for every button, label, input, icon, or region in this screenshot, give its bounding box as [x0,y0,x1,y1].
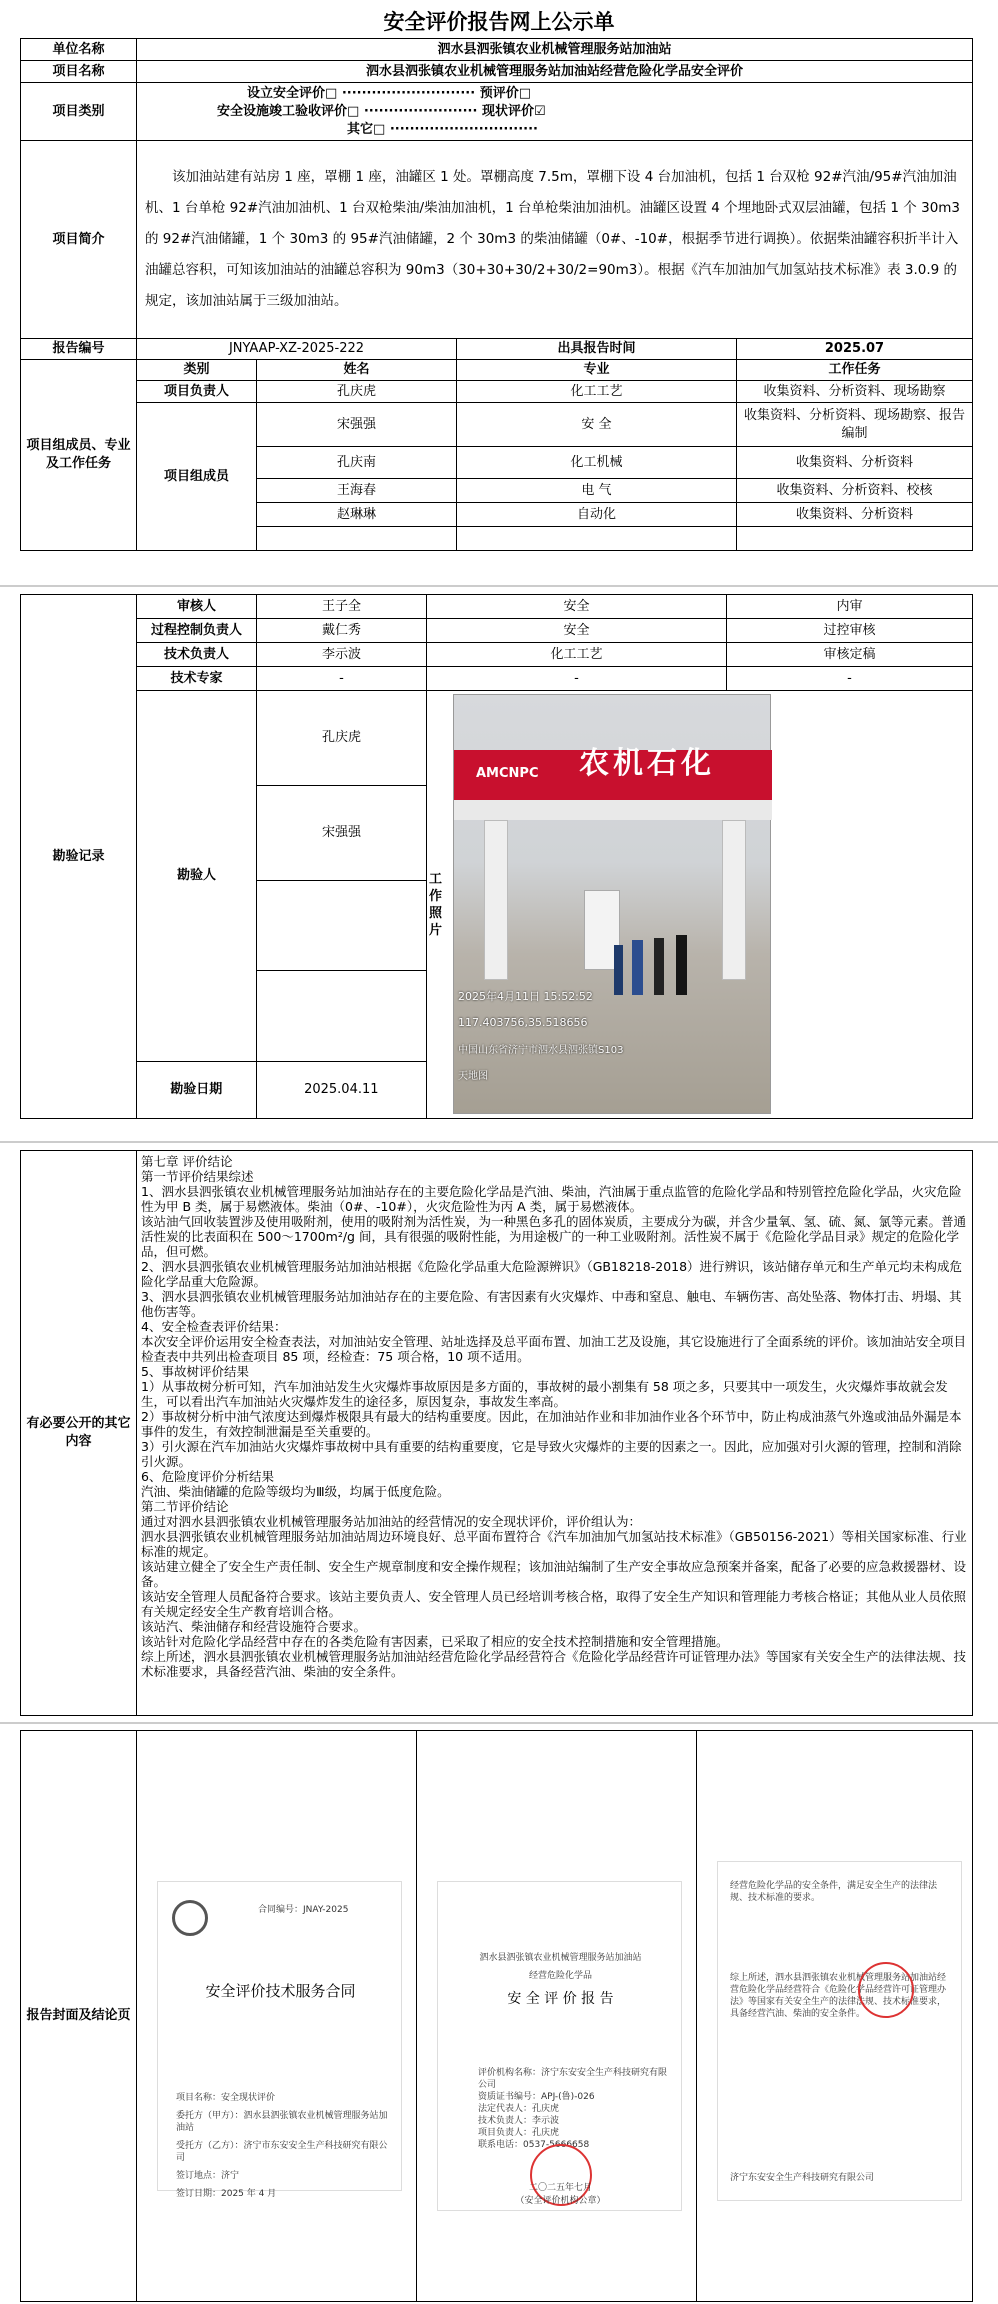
conclusion-table [20,1150,973,1716]
survey-section-label: 勘验记录 [21,595,137,1119]
seal-icon [858,1962,914,2018]
category-label: 项目类别 [21,83,137,141]
conclusion-line: 2）事故树分析中油气浓度达到爆炸极限具有最大的结构重要度。因此，在加油站作业和非加油作业各个环节中，防止构成油蒸气外逸或油品外漏是本事件的发生，有效控制泄漏是至关重要的。 [141,1409,962,1439]
conclusion-line: 2、泗水县泗张镇农业机械管理服务站加油站根据《危险化学品重大危险源辨识》（GB18218-2018）进行辨识，该站储存单元和生产单元均未构成危险化学品重大危险源。 [141,1259,963,1289]
photo-place: 中国山东省济宁市泗水县泗张镇S103 [458,1045,624,1056]
review-survey-table [20,594,973,1119]
conclusion-line: 3、泗水县泗张镇农业机械管理服务站加油站存在的主要危险、有害因素有火灾爆炸、中毒和窒息、触电、车辆伤害、高处坠落、物体打击、坍塌、其他伤害等。 [141,1289,962,1319]
review-role: 技术专家 [137,667,257,691]
contract-party-b: 受托方（乙方）：济宁市东安安全生产科技研究有限公司 [176,2141,388,2163]
review-major: 化工工艺 [427,643,727,667]
review-role: 技术负责人 [137,643,257,667]
unit-value: 泗水县泗张镇农业机械管理服务站加油站 [137,39,973,61]
team-member-name: 王海春 [257,479,457,503]
review-name: 王子全 [257,595,427,619]
conclusion-line: 3）引火源在汽车加油站火灾爆炸事故树中具有重要的结构重要度，它是导致火灾爆炸的主要的因素之一。因此，应加强对引火源的管理，控制和消除引火源。 [141,1439,962,1469]
conclusion-line: 泗水县泗张镇农业机械管理服务站加油站周边环境良好、总平面布置符合《汽车加油加气加氢站技术标准》（GB50156-2021）等相关国家标准、行业标准的规定。 [141,1529,967,1559]
review-role: 过程控制负责人 [137,619,257,643]
conclusion-line: 该站油气回收装置涉及使用吸附剂，使用的吸附剂为活性炭，为一种黑色多孔的固体炭质，主要成分为碳，并含少量氧、氢、硫、氮、氯等元素。普通活性炭的比表面积在 500～1700m²/g 间，具有很强的吸附性能，为用途极广的一种工业吸附剂。活性炭不属于《危险化学品目录》规定的危险化学品，但可燃。 [141,1214,967,1259]
review-task: 过控审核 [727,619,973,643]
photo-time: 2025年4月11日 15:52:52 [458,990,593,1003]
conclusion-line: 5、事故树评价结果 [141,1364,249,1379]
report-date-label: 出具报告时间 [457,339,737,360]
conclusion-line: 第七章 评价结论 [141,1154,233,1169]
team-leader-label: 项目负责人 [137,381,257,403]
contract-cover-page[interactable] [157,1881,402,2199]
team-member-name: 孔庆南 [257,447,457,479]
team-member-name: 宋强强 [257,403,457,447]
conclusion-line: 4、安全检查表评价结果： [141,1319,287,1334]
report-cover-org: 评价机构名称：济宁东安安全生产科技研究有限公司 [478,2068,668,2090]
review-task: - [727,667,973,691]
conclusion-line: 该站汽、柴油储存和经营设施符合要求。 [141,1619,367,1634]
section-divider [0,1722,998,1724]
report-cover-tel: 联系电话：0537-5666658 [478,2140,590,2150]
conclusion-text [137,1151,973,1716]
intro-text: 该加油站建有站房 1 座，罩棚 1 座，油罐区 1 处。罩棚高度 7.5m，罩棚下设 4 台加油机，包括 1 台双枪 92#汽油/95#汽油加油机、1 台单枪 92#汽油加油机、1 台双枪柴油/柴油加油机，1 台单枪柴油加油机。油罐区设置 4 个埋地卧式双层油罐，包括 1 个 30m3 的 92#汽油储罐，1 个 30m3 的 95#汽油储罐，2 个 30m3 的柴油储罐（0#、-10#，根据季节进行调换）。依据柴油罐容积折半计入油罐总容积，可知该加油站的油罐总容积为 90m3（30+30+30/2+30/2=90m3）。根据《汽车加油加气加氢站技术标准》表 3.0.9 的规定，该加油站属于三级加油站。 [137,141,973,339]
photo-sign-en: AMCNPC [476,766,539,781]
team-leader-task: 收集资料、分析资料、现场勘察 [737,381,973,403]
conclusion-line: 该站建立健全了安全生产责任制、安全生产规章制度和安全操作规程；该加油站编制了生产安全事故应急预案并备案，配备了必要的应急救援器材、设备。 [141,1559,967,1589]
conclusion-line: 通过对泗水县泗张镇农业机械管理服务站加油站的经营情况的安全现状评价，评价组认为： [141,1514,642,1529]
team-header-name: 姓名 [257,360,457,381]
team-header-major: 专业 [457,360,737,381]
covers-table [20,1730,973,2302]
review-role: 审核人 [137,595,257,619]
report-cover-title: 安 全 评 价 报 告 [507,1991,614,2007]
team-member-major: 电 气 [457,479,737,503]
review-name: - [257,667,427,691]
report-number-label: 报告编号 [21,339,137,360]
conclusion-line: 综上所述，泗水县泗张镇农业机械管理服务站加油站经营危险化学品经营符合《危险化学品经营许可证管理办法》等国家有关安全生产的法律法规、技术标准要求，具备经营汽油、柴油的安全条件。 [141,1649,967,1679]
report-cover-cert: 资质证书编号：APJ-(鲁)-026 [478,2092,595,2102]
review-task: 审核定稿 [727,643,973,667]
review-major: 安全 [427,619,727,643]
report-cover-tech: 技术负责人：李示波 [478,2116,560,2126]
conclusion-line: 本次安全评价运用安全检查表法，对加油站安全管理、站址选择及总平面布置、加油工艺及设施，其它设施进行了全面系统的评价。该加油站安全项目检查表中共列出检查项目 85 项，经检查：75 项合格，10 项不适用。 [141,1334,967,1364]
conclusion-page-text-1: 经营危险化学品的安全条件，满足安全生产的法律法规、技术标准的要求。 [730,1881,938,1903]
report-cover-unit: 泗水县泗张镇农业机械管理服务站加油站 [479,1953,642,1963]
report-number: JNYAAP-XZ-2025-222 [137,339,457,360]
team-member-task: 收集资料、分析资料 [737,503,973,527]
photo-tag: 天地图 [458,1071,488,1082]
contract-party-a: 委托方（甲方）：泗水县泗张镇农业机械管理服务站加油站 [176,2111,388,2133]
photo-watermark [458,990,623,1084]
conclusion-line: 该站针对危险化学品经营中存在的各类危险有害因素，已采取了相应的安全技术控制措施和安全管理措施。 [141,1634,729,1649]
team-header-category: 类别 [137,360,257,381]
category-options: 设立安全评价□ ··························· 预评价□ 安全设施竣工验收评价□ ······················· 现状评价☑ 其它□ ······························ [137,83,973,141]
canopy-pillar [722,820,746,980]
survey-people-label: 勘验人 [137,691,257,1061]
section-divider [0,1141,998,1143]
team-member-major: 化工机械 [457,447,737,479]
report-cover-seal: （安全评价机构公章） [515,2196,606,2206]
review-task: 内审 [727,595,973,619]
conclusion-page-footer: 济宁东安安全生产科技研究有限公司 [730,2173,875,2183]
team-header-task: 工作任务 [737,360,973,381]
team-member-task: 收集资料、分析资料 [737,447,973,479]
survey-person: 宋强强 [257,786,427,881]
report-date: 2025.07 [737,339,973,360]
conclusion-line: 该站安全管理人员配备符合要求。该站主要负责人、安全管理人员已经培训考核合格，取得了安全生产知识和管理能力考核合格证；其他从业人员依照有关规定经安全生产教育培训合格。 [141,1589,967,1619]
logo-icon [172,1900,208,1936]
person-figure [632,940,643,995]
contract-number: 合同编号：JNAY-2025 [258,1905,349,1915]
unit-label: 单位名称 [21,39,137,61]
conclusion-page-text-2: 综上所述，泗水县泗张镇农业机械管理服务站加油站经营危险化学品经营符合《危险化学品经营许可证管理办法》等国家有关安全生产的法律法规、技术标准要求，具备经营汽油、柴油的安全条件。 [730,1973,947,2019]
team-member-task: 收集资料、分析资料、现场勘察、报告编制 [737,403,973,447]
photo-coords: 117.403756,35.518656 [458,1016,588,1029]
team-member-task: 收集资料、分析资料、校核 [737,479,973,503]
conclusion-line: 汽油、柴油储罐的危险等级均为Ⅲ级，均属于低度危险。 [141,1484,450,1499]
contract-date: 签订日期：2025 年 4 月 [176,2189,277,2199]
conclusion-page[interactable] [717,1861,962,2201]
photo-sign-cn: 农机石化 [579,746,715,781]
category-option-status[interactable]: 现状评价☑ [481,103,546,119]
category-option-pre[interactable]: 预评价□ [479,85,531,101]
team-member-name: 赵琳琳 [257,503,457,527]
report-cover-page[interactable] [437,1881,682,2211]
category-option-other[interactable]: 其它□ [347,121,386,137]
report-cover-date: 二〇二五年七月 [528,2183,592,2193]
team-members-label: 项目组成员 [137,403,257,551]
category-option-acceptance[interactable]: 安全设施竣工验收评价□ [217,103,360,119]
team-leader-name: 孔庆虎 [257,381,457,403]
survey-person: 孔庆虎 [257,691,427,786]
conclusion-line: 6、危险度评价分析结果 [141,1469,274,1484]
team-section-label: 项目组成员、专业及工作任务 [21,360,137,551]
team-member-major: 安 全 [457,403,737,447]
conclusion-line: 1）从事故树分析可知，汽车加油站发生火灾爆炸事故原因是多方面的，事故树的最小割集有 58 项之多，只要其中一项发生，火灾爆炸事故就会发生，可以看出汽车加油站火灾爆炸发生的途径多，原因复杂，事故发生率高。 [141,1379,948,1409]
review-name: 戴仁秀 [257,619,427,643]
photo-label: 工作照片 [429,872,443,938]
project-value: 泗水县泗张镇农业机械管理服务站加油站经营危险化学品安全评价 [137,61,973,83]
review-major: - [427,667,727,691]
category-option-design[interactable]: 设立安全评价□ [247,85,338,101]
conclusion-line: 第二节评价结论 [141,1499,229,1514]
review-major: 安全 [427,595,727,619]
contract-title: 安全评价技术服务合同 [205,1982,356,2000]
covers-label: 报告封面及结论页 [21,1731,137,2302]
intro-label: 项目简介 [21,141,137,339]
report-cover-legal: 法定代表人：孔庆虎 [478,2104,560,2114]
survey-person [257,971,427,1061]
section-divider [0,585,998,587]
conclusion-line: 1、泗水县泗张镇农业机械管理服务站加油站存在的主要危险化学品是汽油、柴油，汽油属于重点监管的危险化学品和特别管控危险化学品，火灾危险性为甲 B 类，属于易燃液体。柴油（0#、-10#），火灾危险性为丙 A 类，属于易燃液体。 [141,1184,962,1214]
team-member-major: 自动化 [457,503,737,527]
canopy-pillar [484,820,508,980]
report-cover-sub: 经营危险化学品 [528,1971,592,1981]
report-cover-pm: 项目负责人：孔庆虎 [478,2128,560,2138]
project-label: 项目名称 [21,61,137,83]
person-figure [614,945,623,995]
basic-info-table [20,38,973,551]
conclusion-line: 第一节评价结果综述 [141,1169,254,1184]
survey-date-label: 勘验日期 [137,1062,257,1118]
survey-person [257,881,427,971]
team-leader-major: 化工工艺 [457,381,737,403]
person-figure [676,935,687,995]
review-name: 李示波 [257,643,427,667]
page-title: 安全评价报告网上公示单 [383,10,615,34]
person-figure [654,938,664,995]
work-photo[interactable] [453,694,771,1114]
contract-place: 签订地点：济宁 [176,2171,240,2181]
survey-date: 2025.04.11 [304,1082,379,1097]
conclusion-label: 有必要公开的其它内容 [21,1151,137,1716]
contract-project: 项目名称：安全现状评价 [176,2093,276,2103]
